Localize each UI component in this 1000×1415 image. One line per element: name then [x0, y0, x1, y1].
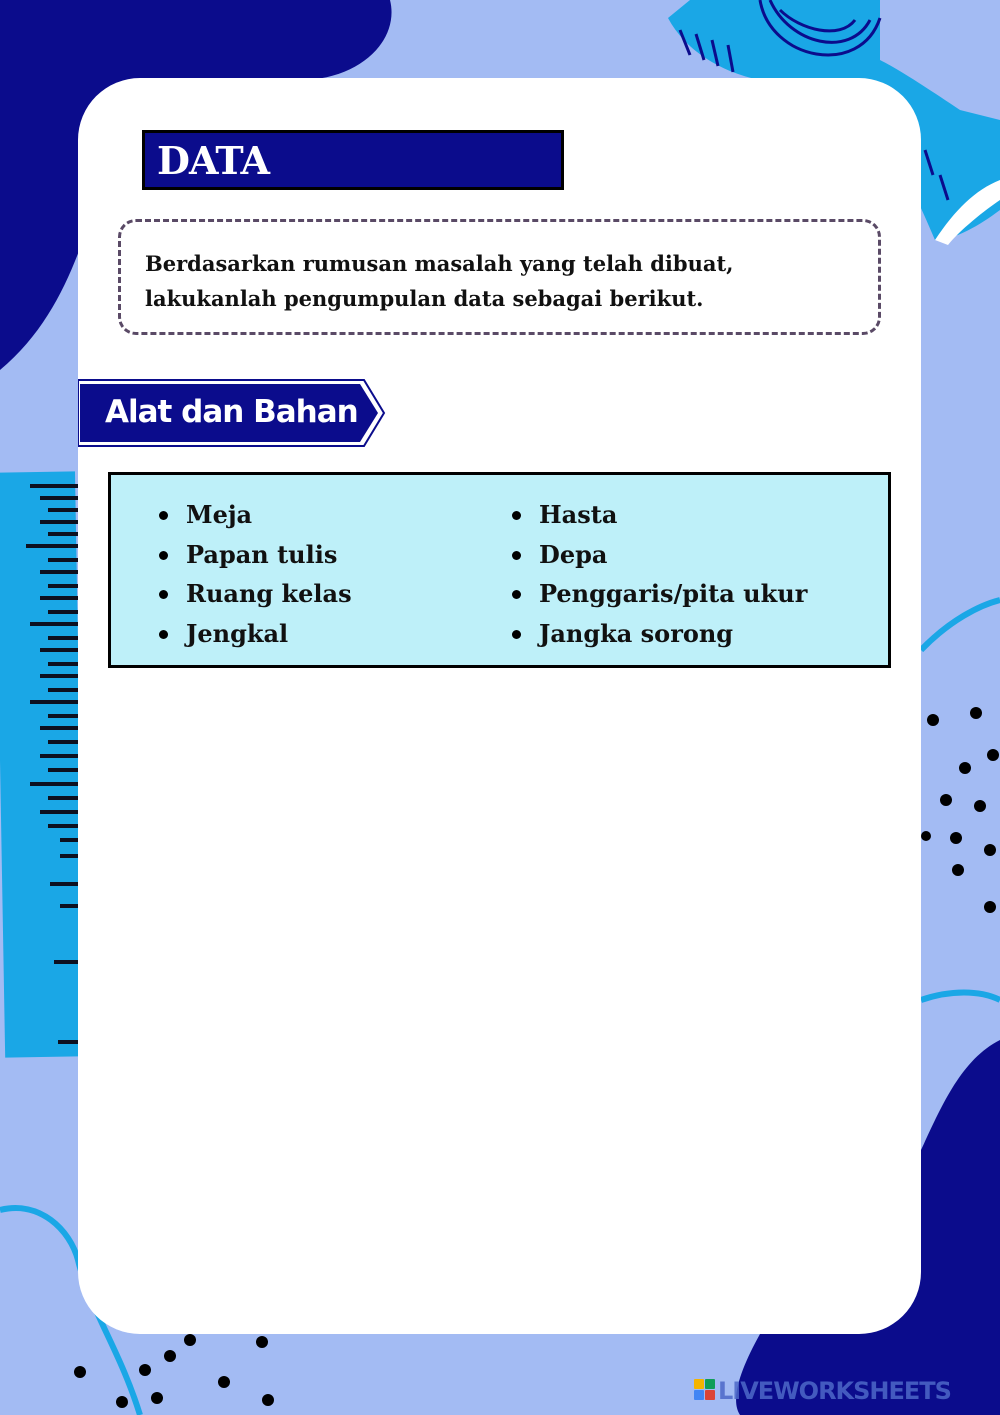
list-item: Hasta	[509, 495, 807, 535]
intro-line-2: lakukanlah pengumpulan data sebagai berikut.	[145, 286, 704, 311]
dots-bottom	[74, 1334, 274, 1408]
liveworksheets-logo-icon	[694, 1379, 716, 1401]
intro-line-1: Berdasarkan rumusan masalah yang telah dibuat,	[145, 251, 734, 276]
list-item: Penggaris/pita ukur	[509, 574, 807, 614]
intro-box	[118, 219, 881, 335]
materials-list-left	[156, 495, 352, 653]
bullet-icon	[512, 590, 521, 599]
ruler-decoration	[0, 471, 85, 1057]
materials-list-box	[108, 472, 891, 668]
bullet-icon	[159, 511, 168, 520]
list-item: Jengkal	[156, 614, 352, 654]
bullet-icon	[159, 590, 168, 599]
list-item: Depa	[509, 535, 807, 575]
materials-list-right	[509, 495, 807, 653]
bullet-icon	[512, 511, 521, 520]
list-item: Ruang kelas	[156, 574, 352, 614]
page-title: DATA COLLECTION	[142, 130, 564, 190]
bullet-icon	[512, 630, 521, 639]
watermark-text: LIVEWORKSHEETS	[718, 1377, 951, 1405]
list-item: Jangka sorong	[509, 614, 807, 654]
bullet-icon	[512, 551, 521, 560]
bullet-icon	[159, 551, 168, 560]
right-cyan-arc	[921, 600, 1000, 650]
bullet-icon	[159, 630, 168, 639]
dots-right	[921, 707, 999, 913]
list-item: Papan tulis	[156, 535, 352, 575]
list-item: Meja	[156, 495, 352, 535]
section-header	[78, 378, 388, 448]
section-title: Alat dan Bahan	[105, 394, 358, 430]
